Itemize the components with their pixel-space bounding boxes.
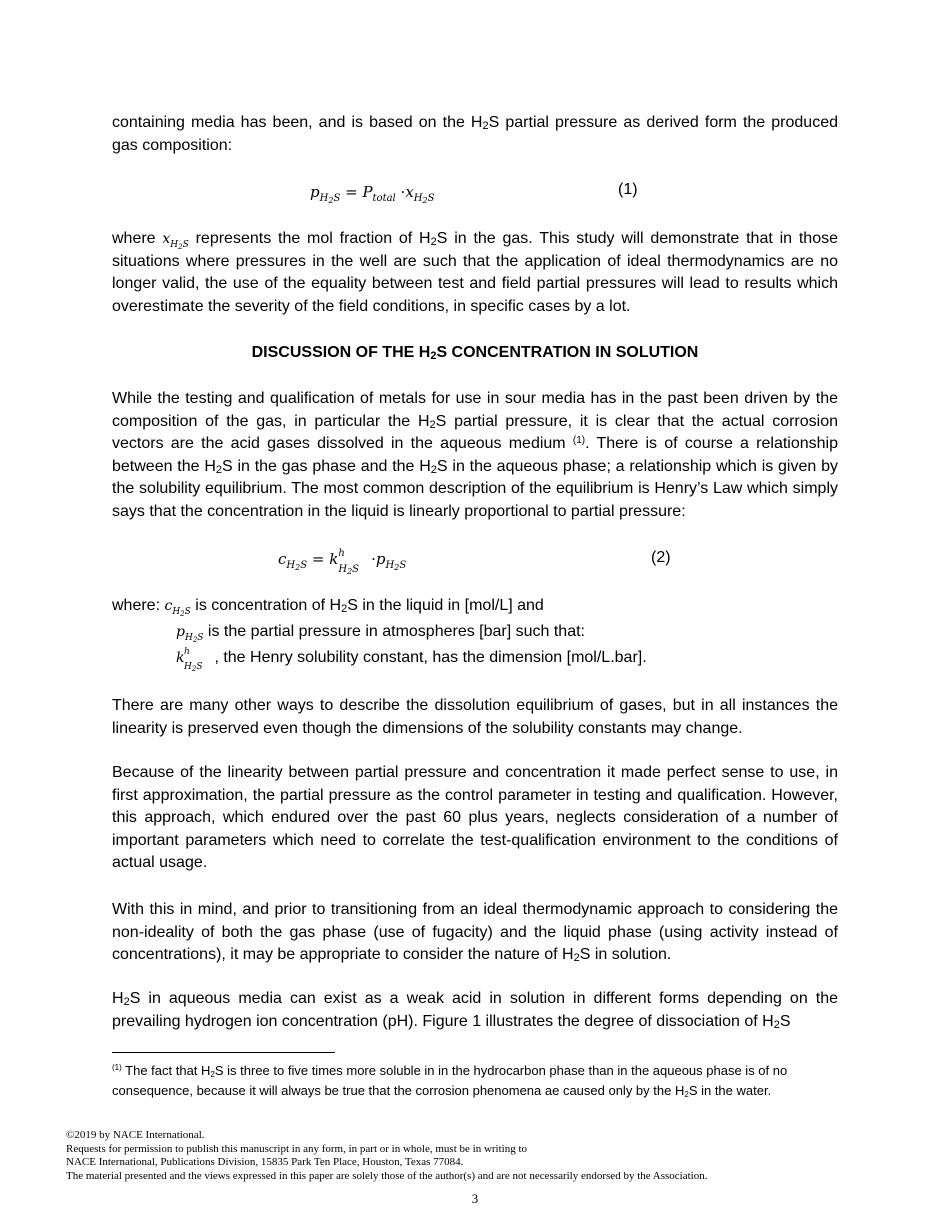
linearity-paragraph: Because of the linearity between partial pressure and concentration it made perfect sense to use, in first approximation, the partial pressure as the control parameter in testing and qualification. However, this approach, which endured over the past 60 plus years, neglects consideration of a number of important parameters which need to correlate the test-qualification environment to the conditions of actual usage. bbox=[112, 764, 838, 872]
disclaimer-line: The material presented and the views expressed in this paper are solely those of the author(s) and are not necessarily endorsed by the Association. bbox=[66, 1169, 708, 1182]
other-ways-paragraph: There are many other ways to describe the dissolution equilibrium of gases, but in all instances the linearity is preserved even though the dimensions of the solubility constants may change. bbox=[112, 697, 838, 737]
footnote-reference: (1) bbox=[572, 435, 586, 447]
aqueous-paragraph: $H_2S$ in aqueous media can exist as a weak acid in solution in different forms depending on the prevailing hydrogen ion concentration (pH). Figure 1 illustrates the degree of dissociation of $H_2S$ bbox=[112, 990, 838, 1031]
section-heading: DISCUSSION OF THE $H_2S$ CONCENTRATION IN SOLUTION bbox=[251, 344, 699, 362]
permission-line: Requests for permission to publish this manuscript in any form, in part or in whole, must be in writing to bbox=[66, 1142, 528, 1155]
page-number: 3 bbox=[471, 1191, 479, 1206]
where-x-paragraph: where $x_{H_2S}$ represents the mol fraction of $H_2S$ in the gas. This study will demonstrate that in those situations where pressures in the well are such that the application of ideal thermodynamics are no longer valid, the use of the equality between test and field partial pressures will lead to results which overestimate the severity of the field conditions, in specific cases by a lot. bbox=[112, 230, 838, 315]
equation-2-number: (2) bbox=[651, 549, 671, 566]
in-mind-paragraph: With this in mind, and prior to transitioning from an ideal thermodynamic approach to considering the non-ideality of both the gas phase (use of fugacity) and the liquid phase (using activity instead of concentrations), it may be appropriate to consider the nature of $H_2S$ in solution. bbox=[112, 901, 838, 965]
where-k-line: k h $H_2S$ , the Henry solubility constant, has the dimension [mol/L.bar]. bbox=[176, 647, 647, 673]
copyright-line: ©2019 by NACE International. bbox=[66, 1129, 205, 1141]
address-line: NACE International, Publications Division, 15835 Park Ten Place, Houston, Texas 77084. bbox=[66, 1156, 464, 1169]
equation-2: $c_{H_2S} = k$ h $H_2S$ $\cdot p_{H_2S}$ bbox=[278, 548, 407, 576]
copyright-notice bbox=[66, 1129, 906, 1183]
footnote: $^{(1)}$ The fact that $H_2S$ is three to five times more soluble in in the hydrocarbon phase than in the aqueous phase is of no consequence, because it will always be true that the corrosion phenomena ae caused only by the $H_2S$ in the water. bbox=[112, 1063, 788, 1099]
testing-paragraph: While the testing and qualification of metals for use in sour media has in the past been driven by the composition of the gas, in particular the $H_2S$ partial pressure, it is clear that the actual corrosion vectors are the acid gases dissolved in the aqueous medium $^{(1)}$. There is of course a relationship between the $H_2S$ in the gas phase and the $H_2S$ in the aqueous phase; a relationship which is given by the solubility equilibrium. The most common description of the equilibrium is Henry’s Law which simply says that the concentration in the liquid is linearly proportional to partial pressure: bbox=[112, 390, 838, 520]
intro-paragraph: containing media has been, and is based on the $H_2S$ partial pressure as derived form the produced gas composition: bbox=[112, 114, 839, 154]
where-p-line: $p_{H_2S}$ is the partial pressure in atmospheres [bar] such that: bbox=[176, 623, 585, 644]
footnote-separator bbox=[112, 1052, 335, 1053]
where-c-line: where: $c_{H_2S}$ is concentration of $H_2S$ in the liquid in [mol/L] and bbox=[112, 597, 544, 618]
equation-1: $p_{H_2S} = P_{total} \cdot x_{H_2S}$ bbox=[310, 183, 435, 205]
equation-1-number: (1) bbox=[618, 181, 638, 198]
